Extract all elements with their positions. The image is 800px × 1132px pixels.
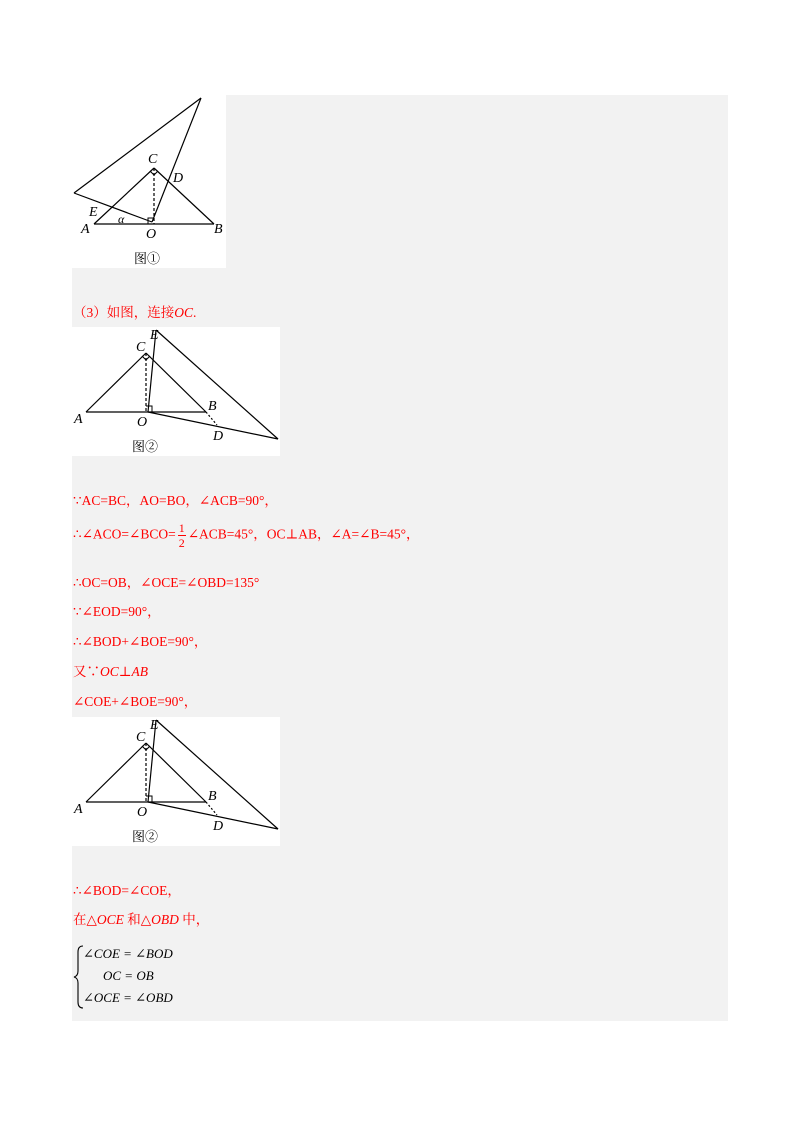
proof-line-6: 又∵OC⊥AB xyxy=(73,664,148,679)
fig2-label-e: E xyxy=(150,328,159,343)
fig1-label-d: D xyxy=(173,171,184,186)
fig1-label-alpha: α xyxy=(118,212,125,226)
figure-3 xyxy=(72,717,280,846)
proof-line-1: ∵AC=BC，AO=BO，∠ACB=90°， xyxy=(73,493,278,508)
proof-line-4: ∵∠EOD=90°， xyxy=(73,604,161,619)
fig1-label-a: A xyxy=(81,222,90,237)
figure-2-diagram xyxy=(72,327,280,456)
proof-line-7: ∠COE+∠BOE=90°， xyxy=(73,694,198,709)
proof-line-9: 在△OCE 和△OBD 中， xyxy=(73,912,210,927)
fig2-caption: 图② xyxy=(132,440,159,455)
fig3-label-b: B xyxy=(208,789,217,804)
fig2-label-o: O xyxy=(137,415,148,430)
fig3-label-a: A xyxy=(74,802,83,817)
equation-system xyxy=(73,944,233,1010)
figure-3-diagram xyxy=(72,717,280,846)
fraction-one-half: $\frac{1}{2}$ xyxy=(178,521,185,550)
fig1-caption: 图① xyxy=(134,252,161,267)
fig1-label-c: C xyxy=(148,152,158,167)
proof-line-3: ∴OC=OB，∠OCE=∠OBD=135° xyxy=(73,575,260,590)
fig2-label-b: B xyxy=(208,399,217,414)
figure-2 xyxy=(72,327,280,456)
fig1-label-o: O xyxy=(146,227,157,242)
proof-line-5: ∴∠BOD+∠BOE=90°， xyxy=(73,634,208,649)
figure-1-diagram xyxy=(72,95,226,268)
fig2-label-d: D xyxy=(213,429,224,444)
proof-line-2: ∴∠ACO=∠BCO= $\frac{1}{2}$ ∠ACB=45°，OC⊥AB，∠A=∠B=45°， xyxy=(73,521,420,550)
system-row-3: ∠OCE = ∠OBD xyxy=(83,990,173,1005)
fig2-label-c: C xyxy=(136,340,146,355)
fig1-label-e: E xyxy=(89,205,98,220)
figure-1 xyxy=(72,95,226,268)
fig3-label-c: C xyxy=(136,730,146,745)
fig2-label-a: A xyxy=(74,412,83,427)
fig3-caption: 图② xyxy=(132,830,159,845)
fig3-label-o: O xyxy=(137,805,148,820)
proof-line-8: ∴∠BOD=∠COE， xyxy=(73,883,181,898)
fig1-label-b: B xyxy=(214,222,223,237)
fig3-label-d: D xyxy=(213,819,224,834)
step-3-heading: （3）如图，连接OC. xyxy=(73,305,197,320)
fig3-label-e: E xyxy=(150,718,159,733)
system-row-1: ∠COE = ∠BOD xyxy=(83,946,173,961)
system-row-2: OC = OB xyxy=(103,968,154,983)
